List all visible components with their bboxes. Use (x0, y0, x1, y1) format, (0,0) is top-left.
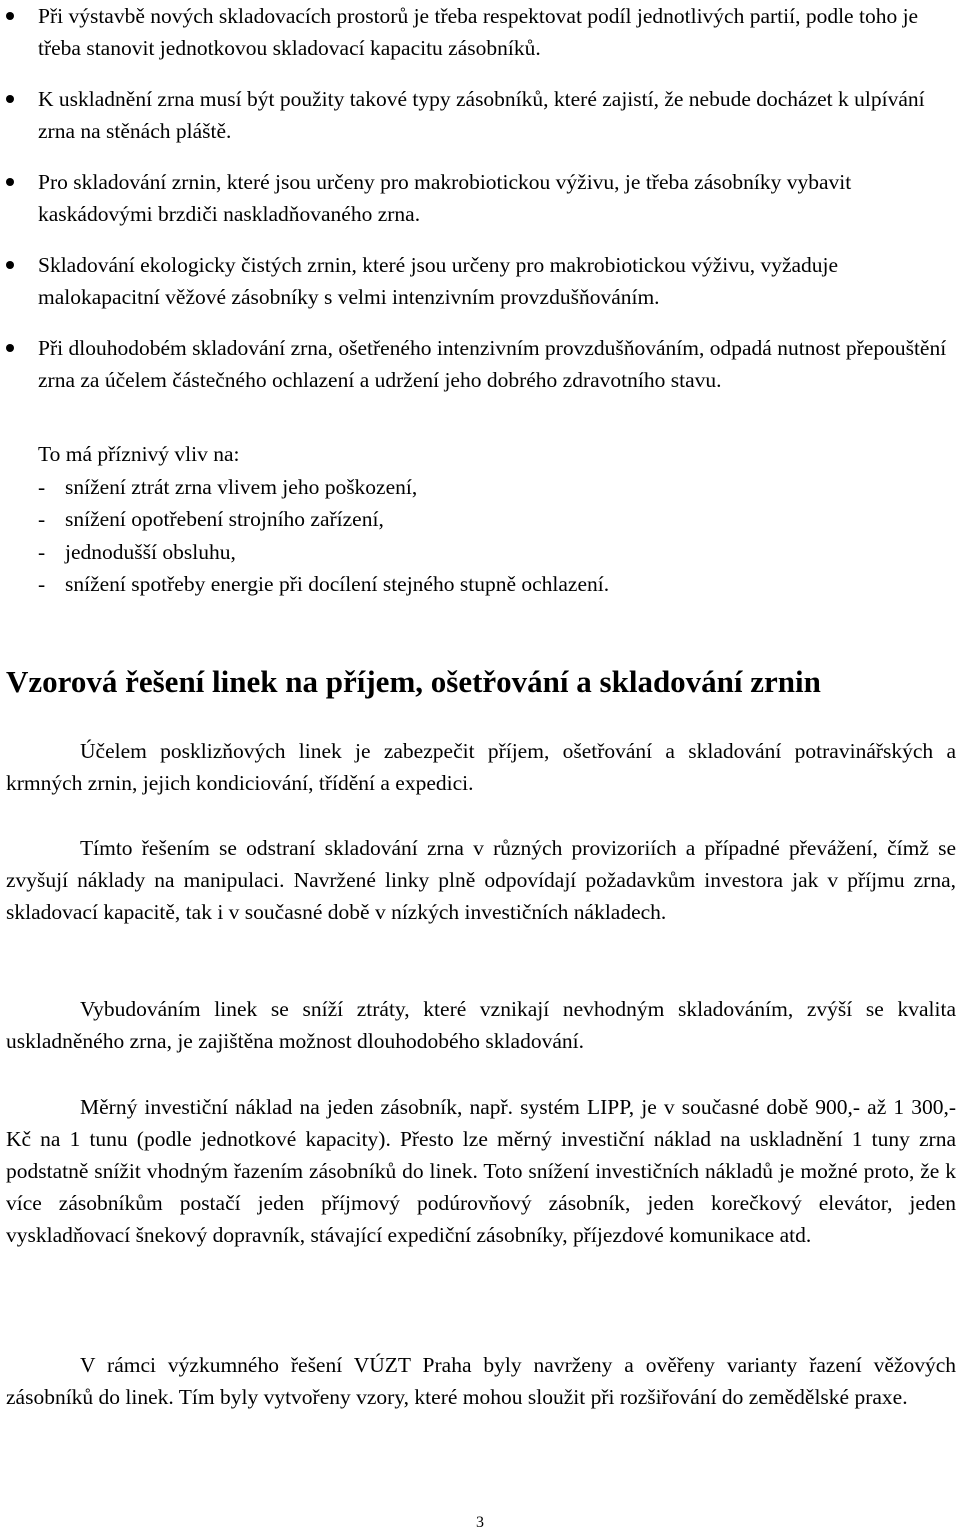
bullet-text: Skladování ekologicky čistých zrnin, které jsou určeny pro makrobiotickou výživu, vyžaduje malokapacitní věžové zásobníky s velmi intenzivním provzdušňováním. (38, 253, 839, 309)
dash-marker: - (38, 507, 46, 531)
benefit-text: jednodušší obsluhu, (65, 539, 236, 564)
bullet-dot-icon (6, 178, 14, 186)
benefit-item (38, 503, 938, 536)
page-number: 3 (476, 1514, 484, 1531)
bullet-item (6, 0, 956, 64)
bullet-list (6, 0, 956, 415)
bullet-text: K uskladnění zrna musí být použity takové typy zásobníků, které zajistí, že nebude docházet k ulpívání zrna na stěnách pláště. (38, 87, 925, 143)
bullet-text: Pro skladování zrnin, které jsou určeny pro makrobiotickou výživu, je třeba zásobníky vybavit kaskádovými brzdiči naskladňovaného zrna. (38, 170, 852, 226)
dash-marker: - (38, 539, 46, 564)
bullet-dot-icon (6, 95, 14, 103)
benefit-item (38, 471, 938, 504)
bullet-dot-icon (6, 261, 14, 269)
section-heading: Vzorová řešení linek na příjem, ošetřování a skladování zrnin (6, 664, 821, 699)
bullet-text: Při výstavbě nových skladovacích prostorů je třeba respektovat podíl jednotlivých partií, podle toho je třeba stanovit jednotkovou skladovací kapacitu zásobníků. (38, 4, 919, 60)
paragraph: Účelem posklizňových linek je zabezpečit příjem, ošetřování a skladování potravinářských a krmných zrnin, jejich kondiciování, třídění a expedici. (6, 739, 956, 795)
dash-marker: - (38, 572, 46, 596)
paragraph: V rámci výzkumného řešení VÚZT Praha byly navrženy a ověřeny varianty řazení věžových zásobníků do linek. Tím byly vytvořeny vzory, které mohou sloužit při rozšiřování do zemědělské praxe. (6, 1353, 956, 1409)
bullet-item (6, 332, 956, 396)
benefit-item (38, 536, 938, 569)
bullet-item (6, 83, 956, 147)
benefit-text: snížení opotřebení strojního zařízení, (65, 507, 384, 531)
benefit-text: snížení spotřeby energie při docílení stejného stupně ochlazení. (65, 572, 610, 596)
benefit-item (38, 568, 938, 601)
bullet-dot-icon (6, 12, 14, 20)
benefits-block (38, 438, 938, 601)
paragraph: Tímto řešením se odstraní skladování zrna v různých provizoriích a případné převážení, čímž se zvyšují náklady na manipulaci. Navržené linky plně odpovídají požadavkům investora jak v příjmu zrna, skladovací kapacitě, tak i v současné době v nízkých investičních nákladech. (6, 836, 956, 924)
bullet-item (6, 166, 956, 230)
bullet-item (6, 249, 956, 313)
benefits-intro: To má příznivý vliv na: (38, 442, 240, 466)
paragraph: Vybudováním linek se sníží ztráty, které vznikají nevhodným skladováním, zvýší se kvalita uskladněného zrna, je zajištěna možnost dlouhodobého skladování. (6, 997, 956, 1053)
bullet-dot-icon (6, 344, 14, 352)
paragraph: Měrný investiční náklad na jeden zásobník, např. systém LIPP, je v současné době 900,- až 1 300,- Kč na 1 tunu (podle jednotkové kapacity). Přesto lze měrný investiční náklad na uskladnění 1 tuny zrna podstatně snížit vhodným řazením zásobníků do linek. Toto snížení investičních nákladů je možné proto, že k více zásobníkům postačí jeden příjmový podúrovňový zásobník, jeden korečkový elevátor, jeden vyskladňovací šnekový dopravník, stávající expediční zásobníky, příjezdové komunikace atd. (6, 1095, 956, 1247)
bullet-text: Při dlouhodobém skladování zrna, ošetřeného intenzivním provzdušňováním, odpadá nutnost přepouštění zrna za účelem částečného ochlazení a udržení jeho dobrého zdravotního stavu. (38, 336, 947, 392)
dash-marker: - (38, 474, 46, 499)
benefit-text: snížení ztrát zrna vlivem jeho poškození, (65, 474, 418, 499)
